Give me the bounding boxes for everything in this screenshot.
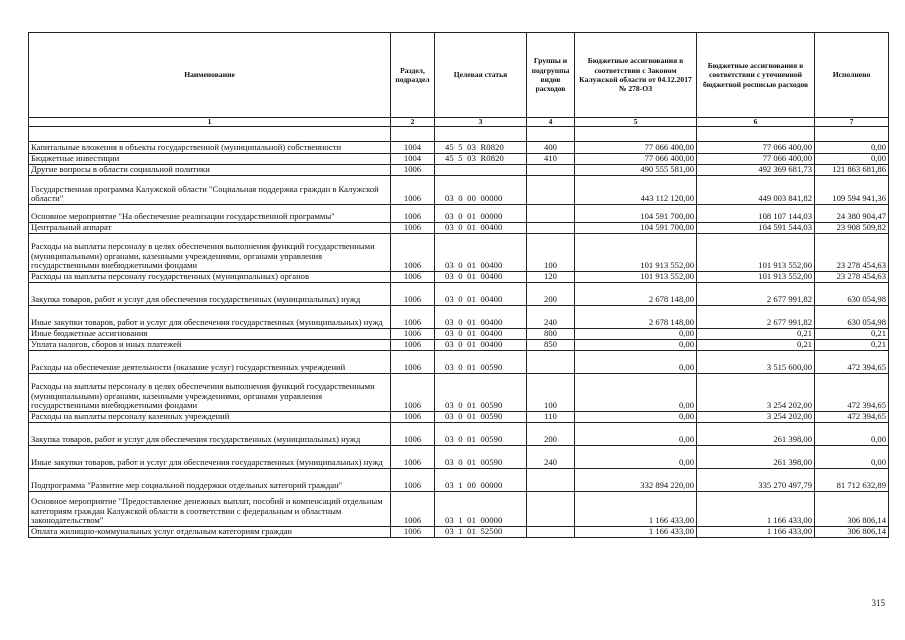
table-row bbox=[29, 142, 889, 154]
cell-article: 03 0 01 00400 bbox=[435, 283, 527, 306]
table-row bbox=[29, 469, 889, 492]
table-row bbox=[29, 446, 889, 469]
cell-refined-amount: 104 591 544,03 bbox=[697, 223, 815, 234]
table-row bbox=[29, 234, 889, 272]
cell-name: Оплата жилищно-коммунальных услуг отдельным категориям граждан bbox=[29, 527, 391, 538]
table-row bbox=[29, 351, 889, 374]
cell-law-amount: 2 678 148,00 bbox=[575, 306, 697, 329]
column-number-row bbox=[29, 118, 889, 127]
cell-name: Бюджетные инвестиции bbox=[29, 154, 391, 165]
cell-group bbox=[527, 205, 575, 223]
cell-name: Основное мероприятие "Предоставление денежных выплат, пособий и компенсаций отдельным категориям граждан Калужской области в соответствии с федеральным и областным законодательством" bbox=[29, 492, 391, 527]
cell-group: 100 bbox=[527, 234, 575, 272]
cell-article: 03 0 01 00400 bbox=[435, 223, 527, 234]
cell-razdel: 1006 bbox=[391, 283, 435, 306]
cell-razdel: 1006 bbox=[391, 412, 435, 423]
cell-razdel: 1004 bbox=[391, 142, 435, 154]
cell-law-amount: 0,00 bbox=[575, 374, 697, 412]
cell-refined-amount: 1 166 433,00 bbox=[697, 527, 815, 538]
table-row bbox=[29, 306, 889, 329]
cell-law-amount: 77 066 400,00 bbox=[575, 154, 697, 165]
cell-razdel: 1006 bbox=[391, 446, 435, 469]
table-row bbox=[29, 154, 889, 165]
cell-refined-amount: 0,21 bbox=[697, 329, 815, 340]
cell-law-amount: 490 555 581,00 bbox=[575, 165, 697, 176]
cell-group bbox=[527, 165, 575, 176]
cell-executed-amount: 0,21 bbox=[815, 340, 889, 351]
cell-razdel: 1006 bbox=[391, 492, 435, 527]
cell-name: Основное мероприятие "На обеспечение реализации государственной программы" bbox=[29, 205, 391, 223]
cell-name: Подпрограмма "Развитие мер социальной поддержки отдельных категорий граждан" bbox=[29, 469, 391, 492]
cell-executed-amount: 472 394,65 bbox=[815, 412, 889, 423]
cell-article: 03 0 01 00590 bbox=[435, 412, 527, 423]
column-number: 5 bbox=[575, 118, 697, 127]
header-article: Целевая статья bbox=[435, 33, 527, 118]
cell-group: 200 bbox=[527, 283, 575, 306]
cell-executed-amount: 81 712 632,89 bbox=[815, 469, 889, 492]
cell-group bbox=[527, 469, 575, 492]
cell-refined-amount: 0,21 bbox=[697, 340, 815, 351]
cell-article: 03 0 00 00000 bbox=[435, 176, 527, 205]
cell-law-amount: 0,00 bbox=[575, 423, 697, 446]
cell-article: 03 0 01 00590 bbox=[435, 374, 527, 412]
cell-executed-amount: 0,00 bbox=[815, 142, 889, 154]
cell-refined-amount: 1 166 433,00 bbox=[697, 492, 815, 527]
cell-article: 45 5 03 R0820 bbox=[435, 142, 527, 154]
cell-razdel: 1006 bbox=[391, 469, 435, 492]
cell-name: Центральный аппарат bbox=[29, 223, 391, 234]
table-row bbox=[29, 527, 889, 538]
cell-group bbox=[527, 527, 575, 538]
cell-name: Закупка товаров, работ и услуг для обеспечения государственных (муниципальных) нужд bbox=[29, 283, 391, 306]
cell-razdel: 1006 bbox=[391, 306, 435, 329]
column-number: 3 bbox=[435, 118, 527, 127]
cell-executed-amount: 306 806,14 bbox=[815, 492, 889, 527]
cell-article: 45 5 03 R0820 bbox=[435, 154, 527, 165]
cell-name: Расходы на обеспечение деятельности (оказание услуг) государственных учреждений bbox=[29, 351, 391, 374]
cell-executed-amount: 24 380 904,47 bbox=[815, 205, 889, 223]
cell-executed-amount: 0,21 bbox=[815, 329, 889, 340]
cell-executed-amount: 630 054,98 bbox=[815, 283, 889, 306]
cell-group bbox=[527, 351, 575, 374]
cell-razdel: 1006 bbox=[391, 329, 435, 340]
cell-law-amount: 0,00 bbox=[575, 329, 697, 340]
cell-law-amount: 77 066 400,00 bbox=[575, 142, 697, 154]
cell-name: Расходы на выплаты персоналу в целях обеспечения выполнения функций государственными (муниципальными) органами, казенными учреждениями, органами управления государственными внебюджетными фондами bbox=[29, 374, 391, 412]
cell-refined-amount: 77 066 400,00 bbox=[697, 154, 815, 165]
cell-name: Другие вопросы в области социальной политики bbox=[29, 165, 391, 176]
cell-refined-amount: 449 003 841,82 bbox=[697, 176, 815, 205]
cell-law-amount: 332 894 220,00 bbox=[575, 469, 697, 492]
cell-executed-amount: 0,00 bbox=[815, 446, 889, 469]
cell-razdel: 1006 bbox=[391, 340, 435, 351]
cell-name: Иные закупки товаров, работ и услуг для обеспечения государственных (муниципальных) нужд bbox=[29, 306, 391, 329]
cell-name: Капитальные вложения в объекты государственной (муниципальной) собственности bbox=[29, 142, 391, 154]
cell-refined-amount: 2 677 991,82 bbox=[697, 306, 815, 329]
cell-group: 200 bbox=[527, 423, 575, 446]
table-row bbox=[29, 283, 889, 306]
table-row bbox=[29, 165, 889, 176]
cell-refined-amount: 108 107 144,03 bbox=[697, 205, 815, 223]
cell-law-amount: 1 166 433,00 bbox=[575, 527, 697, 538]
cell-name: Расходы на выплаты персоналу в целях обеспечения выполнения функций государственными (муниципальными) органами, казенными учреждениями, органами управления государственными внебюджетными фондами bbox=[29, 234, 391, 272]
cell-executed-amount: 630 054,98 bbox=[815, 306, 889, 329]
cell-group bbox=[527, 176, 575, 205]
cell-article: 03 0 01 00590 bbox=[435, 351, 527, 374]
cell-group: 400 bbox=[527, 142, 575, 154]
cell-name: Иные бюджетные ассигнования bbox=[29, 329, 391, 340]
table-row bbox=[29, 412, 889, 423]
header-name: Наименование bbox=[29, 33, 391, 118]
cell-law-amount: 2 678 148,00 bbox=[575, 283, 697, 306]
cell-refined-amount: 3 515 600,00 bbox=[697, 351, 815, 374]
cell-group: 240 bbox=[527, 306, 575, 329]
budget-table bbox=[28, 32, 889, 538]
cell-law-amount: 0,00 bbox=[575, 446, 697, 469]
cell-refined-amount: 2 677 991,82 bbox=[697, 283, 815, 306]
cell-refined-amount: 3 254 202,00 bbox=[697, 374, 815, 412]
cell-razdel: 1006 bbox=[391, 223, 435, 234]
cell-law-amount: 101 913 552,00 bbox=[575, 272, 697, 283]
table-row bbox=[29, 374, 889, 412]
table-row bbox=[29, 205, 889, 223]
cell-refined-amount: 335 270 497,79 bbox=[697, 469, 815, 492]
cell-name: Закупка товаров, работ и услуг для обеспечения государственных (муниципальных) нужд bbox=[29, 423, 391, 446]
cell-group bbox=[527, 223, 575, 234]
table-row bbox=[29, 340, 889, 351]
column-number: 7 bbox=[815, 118, 889, 127]
cell-razdel: 1006 bbox=[391, 423, 435, 446]
cell-executed-amount: 23 278 454,63 bbox=[815, 272, 889, 283]
cell-refined-amount: 492 369 681,73 bbox=[697, 165, 815, 176]
cell-executed-amount: 109 594 941,36 bbox=[815, 176, 889, 205]
spacer-row bbox=[29, 127, 889, 142]
cell-executed-amount: 0,00 bbox=[815, 154, 889, 165]
cell-executed-amount: 121 863 681,86 bbox=[815, 165, 889, 176]
cell-article: 03 0 01 00400 bbox=[435, 234, 527, 272]
cell-razdel: 1006 bbox=[391, 272, 435, 283]
cell-executed-amount: 0,00 bbox=[815, 423, 889, 446]
table-row bbox=[29, 423, 889, 446]
header-row bbox=[29, 33, 889, 118]
cell-executed-amount: 472 394,65 bbox=[815, 374, 889, 412]
cell-executed-amount: 23 278 454,63 bbox=[815, 234, 889, 272]
table-row bbox=[29, 176, 889, 205]
cell-law-amount: 0,00 bbox=[575, 340, 697, 351]
cell-article: 03 0 01 00400 bbox=[435, 329, 527, 340]
cell-refined-amount: 261 398,00 bbox=[697, 423, 815, 446]
cell-article: 03 0 01 00590 bbox=[435, 446, 527, 469]
cell-law-amount: 104 591 700,00 bbox=[575, 205, 697, 223]
cell-article: 03 0 01 00590 bbox=[435, 423, 527, 446]
cell-razdel: 1006 bbox=[391, 176, 435, 205]
cell-law-amount: 101 913 552,00 bbox=[575, 234, 697, 272]
header-law: Бюджетные ассигнования в соответствии с Законом Калужской области от 04.12.2017 № 278-ОЗ bbox=[575, 33, 697, 118]
cell-group: 100 bbox=[527, 374, 575, 412]
cell-executed-amount: 472 394,65 bbox=[815, 351, 889, 374]
cell-article: 03 1 00 00000 bbox=[435, 469, 527, 492]
table-row bbox=[29, 329, 889, 340]
cell-article: 03 0 01 00400 bbox=[435, 272, 527, 283]
cell-article bbox=[435, 165, 527, 176]
cell-refined-amount: 261 398,00 bbox=[697, 446, 815, 469]
column-number: 2 bbox=[391, 118, 435, 127]
cell-razdel: 1004 bbox=[391, 154, 435, 165]
column-number: 6 bbox=[697, 118, 815, 127]
header-refined: Бюджетные ассигнования в соответствии с уточненной бюджетной росписью расходов bbox=[697, 33, 815, 118]
column-number: 4 bbox=[527, 118, 575, 127]
cell-group: 240 bbox=[527, 446, 575, 469]
cell-group bbox=[527, 492, 575, 527]
header-executed: Исполнено bbox=[815, 33, 889, 118]
cell-razdel: 1006 bbox=[391, 205, 435, 223]
cell-razdel: 1006 bbox=[391, 374, 435, 412]
cell-razdel: 1006 bbox=[391, 351, 435, 374]
cell-razdel: 1006 bbox=[391, 527, 435, 538]
cell-group: 110 bbox=[527, 412, 575, 423]
cell-name: Расходы на выплаты персоналу государственных (муниципальных) органов bbox=[29, 272, 391, 283]
cell-name: Иные закупки товаров, работ и услуг для обеспечения государственных (муниципальных) нужд bbox=[29, 446, 391, 469]
cell-name: Расходы на выплаты персоналу казенных учреждений bbox=[29, 412, 391, 423]
header-group: Группы и подгруппы видов расходов bbox=[527, 33, 575, 118]
cell-article: 03 0 01 00400 bbox=[435, 340, 527, 351]
cell-razdel: 1006 bbox=[391, 234, 435, 272]
cell-name: Уплата налогов, сборов и иных платежей bbox=[29, 340, 391, 351]
cell-article: 03 1 01 52500 bbox=[435, 527, 527, 538]
cell-law-amount: 0,00 bbox=[575, 351, 697, 374]
cell-law-amount: 0,00 bbox=[575, 412, 697, 423]
cell-refined-amount: 77 066 400,00 bbox=[697, 142, 815, 154]
document-page bbox=[28, 32, 888, 538]
column-number: 1 bbox=[29, 118, 391, 127]
cell-law-amount: 443 112 120,00 bbox=[575, 176, 697, 205]
cell-article: 03 0 01 00000 bbox=[435, 205, 527, 223]
cell-group: 800 bbox=[527, 329, 575, 340]
cell-law-amount: 104 591 700,00 bbox=[575, 223, 697, 234]
cell-article: 03 0 01 00400 bbox=[435, 306, 527, 329]
cell-refined-amount: 3 254 202,00 bbox=[697, 412, 815, 423]
cell-executed-amount: 23 908 509,82 bbox=[815, 223, 889, 234]
cell-refined-amount: 101 913 552,00 bbox=[697, 272, 815, 283]
table-row bbox=[29, 223, 889, 234]
table-row bbox=[29, 272, 889, 283]
header-razdel: Раздел, подраздел bbox=[391, 33, 435, 118]
cell-group: 850 bbox=[527, 340, 575, 351]
cell-name: Государственная программа Калужской области "Социальная поддержка граждан в Калужской области" bbox=[29, 176, 391, 205]
cell-razdel: 1006 bbox=[391, 165, 435, 176]
cell-executed-amount: 306 806,14 bbox=[815, 527, 889, 538]
table-row bbox=[29, 492, 889, 527]
cell-group: 410 bbox=[527, 154, 575, 165]
cell-law-amount: 1 166 433,00 bbox=[575, 492, 697, 527]
cell-article: 03 1 01 00000 bbox=[435, 492, 527, 527]
table-body bbox=[29, 127, 889, 538]
cell-refined-amount: 101 913 552,00 bbox=[697, 234, 815, 272]
page-number: 315 bbox=[871, 598, 885, 608]
cell-group: 120 bbox=[527, 272, 575, 283]
